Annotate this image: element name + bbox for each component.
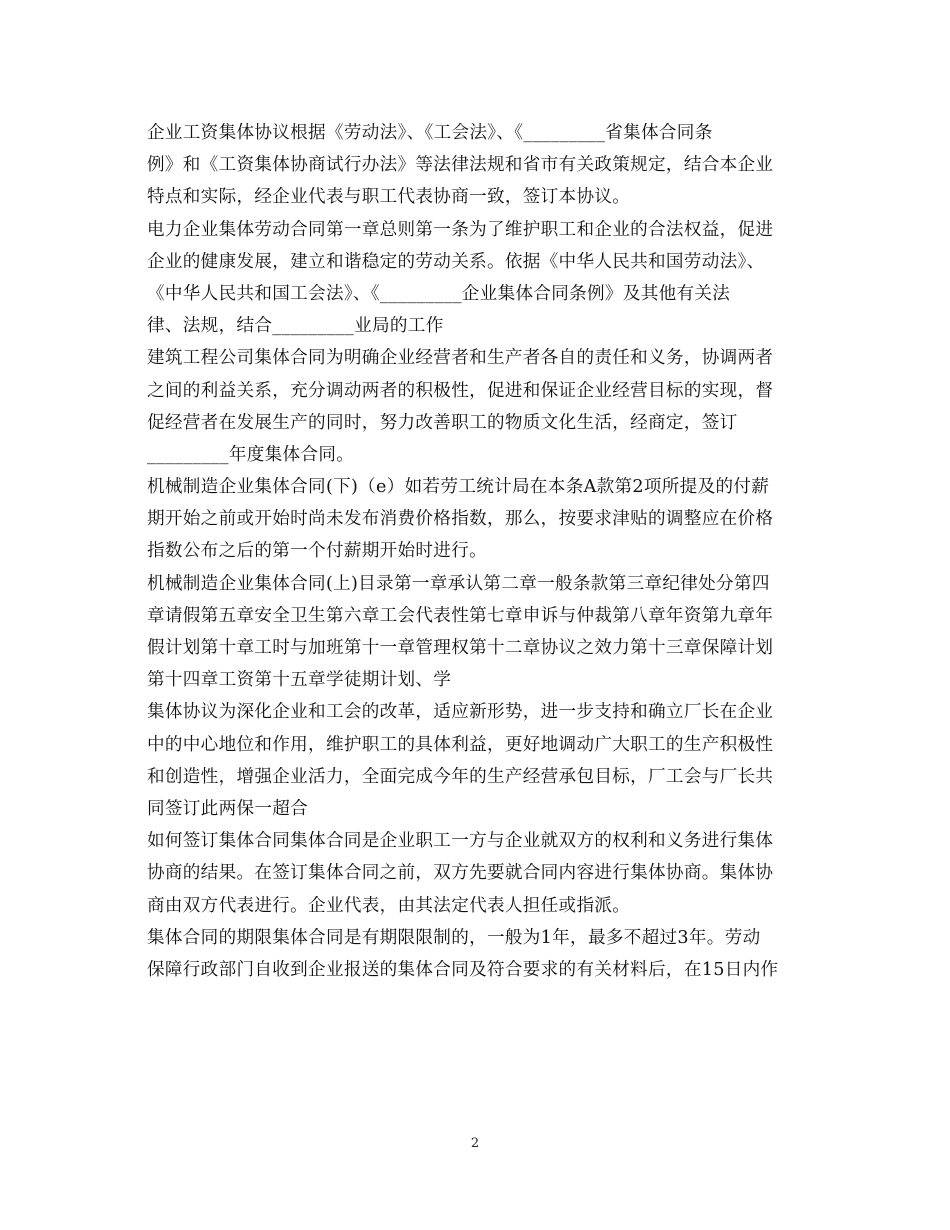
text-line: 中的中心地位和作用，维护职工的具体利益，更好地调动广大职工的生产积极性 (147, 734, 774, 755)
text-line: 假计划第十章工时与加班第十一章管理权第十二章协议之效力第十三章保障计划 (147, 638, 774, 658)
text-line: 例》和《工资集体协商试行办法》等法律法规和省市有关政策规定，结合本企业 (147, 155, 774, 176)
text-line: 商由双方代表进行。企业代表，由其法定代表人担任或指派。 (147, 895, 631, 916)
text-line: 同签订此两保一超合 (147, 798, 309, 819)
text-line: 保障行政部门自收到企业报送的集体合同及符合要求的有关材料后，在15日内作 (147, 959, 779, 980)
text-line: 协商的结果。在签订集体合同之前，双方先要就合同内容进行集体协商。集体协 (147, 863, 774, 884)
text-line: 机械制造企业集体合同(上)目录第一章承认第二章一般条款第三章纪律处分第四 (147, 573, 770, 594)
text-line: 之间的利益关系，充分调动两者的积极性，促进和保证企业经营目标的实现，督 (147, 380, 774, 401)
text-line: 律、法规，结合_________业局的工作 (147, 316, 444, 337)
text-line: 企业的健康发展，建立和谐稳定的劳动关系。依据《中华人民共和国劳动法》、 (147, 251, 765, 272)
text-line: 期开始之前或开始时尚未发布消费价格指数，那么，按要求津贴的调整应在价格 (147, 509, 774, 530)
text-line: _________年度集体合同。 (147, 444, 355, 465)
text-line: 第十四章工资第十五章学徒期计划、学 (147, 670, 452, 691)
text-line: 企业工资集体协议根据《劳动法》、《工会法》、《_________省集体合同条 (147, 123, 713, 143)
page-number: 2 (470, 1136, 480, 1151)
text-line: 建筑工程公司集体合同为明确企业经营者和生产者各自的责任和义务，协调两者 (147, 348, 774, 369)
text-line: 电力企业集体劳动合同第一章总则第一条为了维护职工和企业的合法权益，促进 (147, 219, 774, 240)
text-line: 集体协议为深化企业和工会的改革，适应新形势，进一步支持和确立厂长在企业 (147, 702, 774, 723)
text-line: 章请假第五章安全卫生第六章工会代表性第七章申诉与仲裁第八章年资第九章年 (147, 605, 774, 626)
text-line: 特点和实际，经企业代表与职工代表协商一致，签订本协议。 (147, 187, 631, 208)
text-line: 指数公布之后的第一个付薪期开始时进行。 (147, 541, 487, 562)
document-body (147, 117, 817, 986)
text-line: 如何签订集体合同集体合同是企业职工一方与企业就双方的权利和义务进行集体 (147, 831, 774, 852)
text-line: 《中华人民共和国工会法》、《_________企业集体合同条例》及其他有关法 (147, 283, 731, 304)
text-line: 和创造性，增强企业活力，全面完成今年的生产经营承包目标，厂工会与厂长共 (147, 766, 774, 787)
text-line: 促经营者在发展生产的同时，努力改善职工的物质文化生活，经商定，签订 (147, 412, 738, 433)
text-line: 集体合同的期限集体合同是有期限限制的，一般为1年，最多不超过3年。劳动 (147, 927, 761, 948)
text-line: 机械制造企业集体合同(下)（e）如若劳工统计局在本条A款第2项所提及的付薪 (147, 477, 770, 498)
